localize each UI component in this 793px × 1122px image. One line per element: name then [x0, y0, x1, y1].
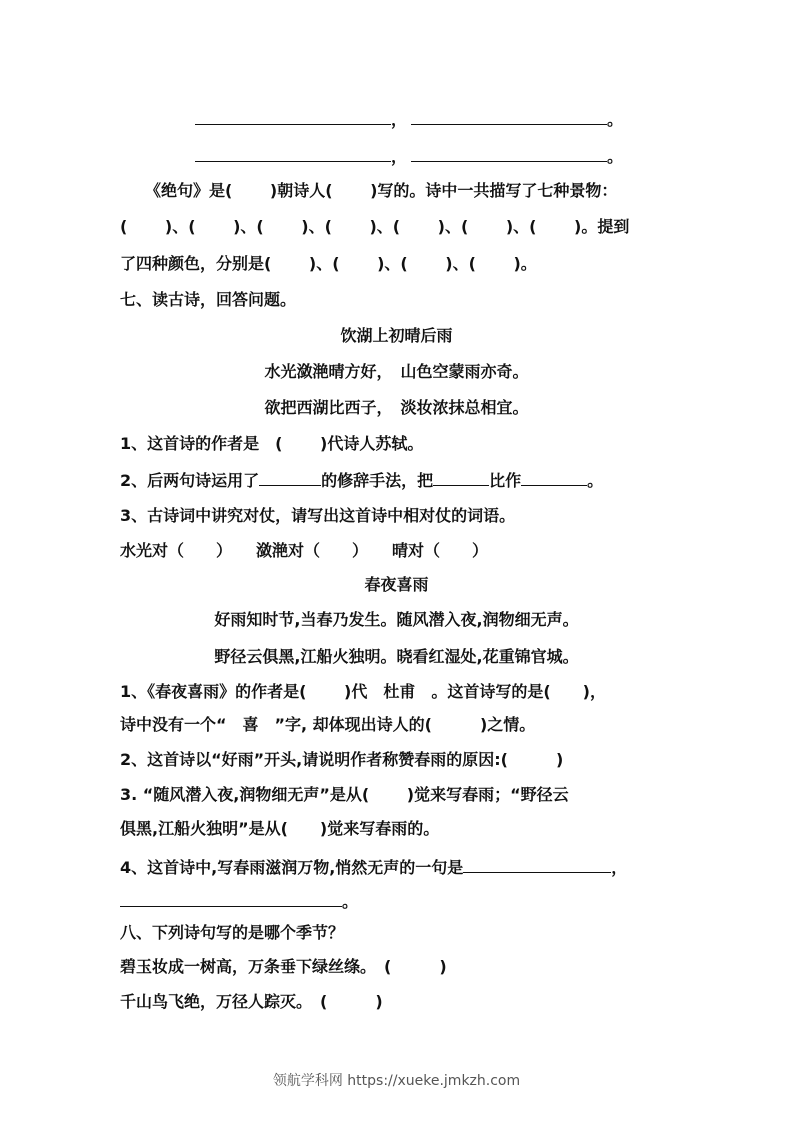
- page-footer: 领航学科网 https://xueke.jmkzh.com: [272, 1073, 521, 1089]
- poem-2-question-2: 2、这首诗以“好雨”开头,请说明作者称赞春雨的原因:( ): [120, 750, 564, 769]
- juejue-question-line-3: 了四种颜色，分别是( )、( )、( )、( )。: [120, 254, 537, 273]
- poem-2-line-2: 野径云俱黑,江船火独明。晓看红湿处,花重锦官城。: [214, 647, 579, 666]
- blank-line: [411, 108, 607, 125]
- poem-2-question-4b: 。: [120, 890, 680, 913]
- blank-row-1: ， 。: [195, 108, 755, 131]
- poem-2-question-3b: 俱黑,江船火独明”是从( )觉来写春雨的。: [120, 819, 440, 838]
- poem-1-question-1: 1、这首诗的作者是 ( )代诗人苏轼。: [120, 434, 424, 453]
- section-8-line-1: 碧玉妆成一树高，万条垂下绿丝绦。 ( ): [120, 957, 447, 976]
- blank-line: [120, 890, 342, 907]
- poem-1-line-2: 欲把西湖比西子， 淡妆浓抹总相宜。: [264, 398, 529, 417]
- section-8-heading: 八、下列诗句写的是哪个季节？: [120, 923, 345, 942]
- poem-2-question-4a: 4、这首诗中,写春雨滋润万物,悄然无声的一句是 ，: [120, 858, 628, 877]
- blank-line: [411, 145, 607, 162]
- blank-line: [195, 145, 391, 162]
- poem-2-line-1: 好雨知时节,当春乃发生。随风潜入夜,润物细无声。: [214, 610, 579, 629]
- blank-row-2: ， 。: [195, 145, 755, 168]
- poem-1-question-2: 2、后两句诗运用了 的修辞手法，把 比作 。: [120, 471, 604, 490]
- poem-2-question-3a: 3. “随风潜入夜,润物细无声”是从( )觉来写春雨；“野径云: [120, 785, 569, 804]
- juejue-question-line-1: 《绝句》是( )朝诗人( )写的。诗中一共描写了七种景物：: [145, 181, 618, 200]
- poem-2-title: 春夜喜雨: [364, 575, 429, 594]
- section-8-line-2: 千山鸟飞绝，万径人踪灭。 ( ): [120, 992, 383, 1011]
- poem-2-question-1b: 诗中没有一个“ 喜 ”字, 却体现出诗人的( )之情。: [120, 715, 536, 734]
- poem-1-question-3-pairs: 水光对（ ） 潋滟对（ ） 晴对（ ）: [120, 541, 489, 560]
- blank-line: [463, 856, 611, 873]
- poem-1-question-3: 3、古诗词中讲究对仗，请写出这首诗中相对仗的词语。: [120, 506, 516, 525]
- blank-line: [433, 469, 489, 486]
- section-7-heading: 七、读古诗，回答问题。: [120, 290, 297, 309]
- poem-2-question-1a: 1、《春夜喜雨》的作者是( )代 杜甫 。这首诗写的是( )，: [120, 682, 606, 701]
- poem-1-title: 饮湖上初晴后雨: [340, 326, 453, 345]
- poem-1-line-1: 水光潋滟晴方好， 山色空蒙雨亦奇。: [264, 362, 529, 381]
- juejue-question-line-2: ( )、( )、( )、( )、( )、( )、( )。提到: [120, 217, 630, 236]
- blank-line: [259, 469, 321, 486]
- blank-line: [521, 469, 587, 486]
- blank-line: [195, 108, 391, 125]
